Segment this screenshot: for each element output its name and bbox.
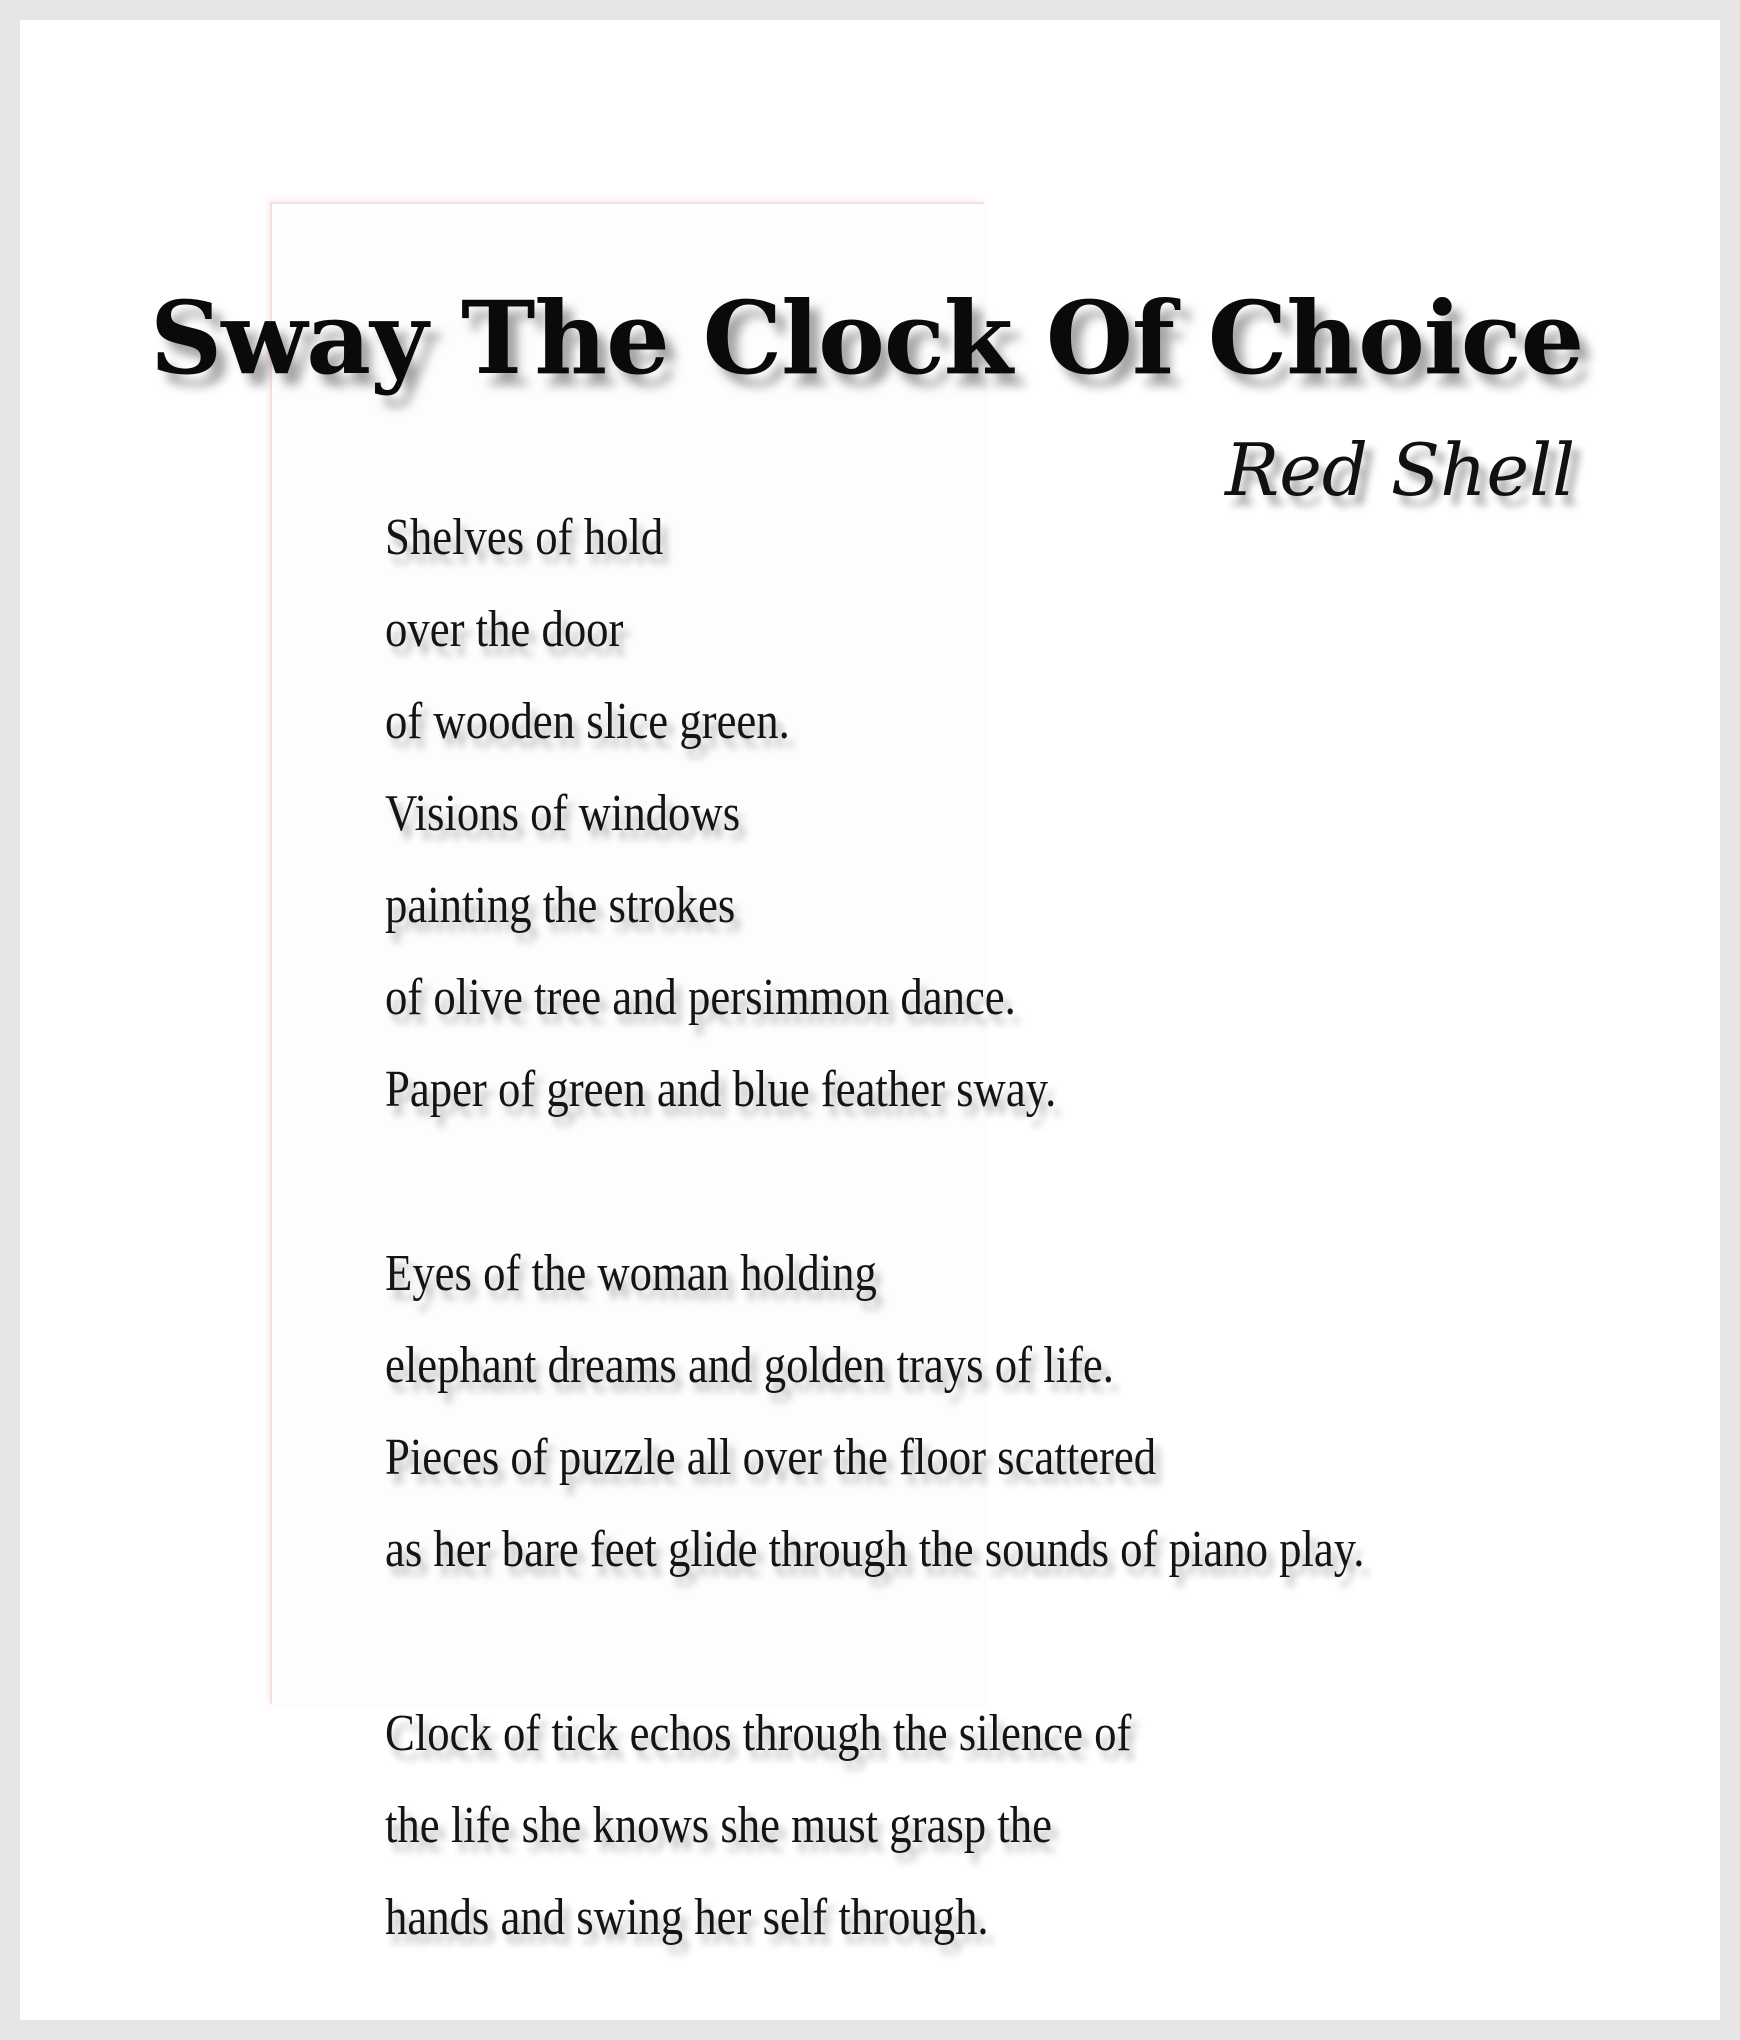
author-signature: Red Shell — [1225, 428, 1576, 512]
poem-line: Pieces of puzzle all over the floor scattered — [385, 1429, 1157, 1486]
poem-line: Clock of tick echos through the silence of — [385, 1705, 1132, 1762]
poem-line: hands and swing her self through. — [385, 1889, 989, 1946]
poem-line: of olive tree and persimmon dance. — [385, 969, 1016, 1026]
stanza-2 — [385, 1228, 1585, 1596]
poem-line: Paper of green and blue feather sway. — [385, 1061, 1057, 1118]
poem-line: Eyes of the woman holding — [385, 1245, 877, 1302]
poem-line: over the door — [385, 601, 624, 658]
poem-line: the life she knows she must grasp the — [385, 1797, 1052, 1854]
poem-line: painting the strokes — [385, 877, 736, 934]
stanza-gap — [385, 1596, 1585, 1688]
poem-line: Shelves of hold — [385, 509, 664, 566]
poem-line: of wooden slice green. — [385, 693, 790, 750]
poem-title: Sway The Clock Of Choice — [150, 279, 1584, 397]
poem-line: Visions of windows — [385, 785, 741, 842]
stanza-gap — [385, 1136, 1585, 1228]
poem-body — [385, 492, 1585, 1964]
poem-page — [20, 20, 1720, 2020]
poem-line: elephant dreams and golden trays of life. — [385, 1337, 1114, 1394]
stanza-1 — [385, 492, 1585, 1136]
stanza-3 — [385, 1688, 1585, 1964]
poem-line: as her bare feet glide through the sounds of piano play. — [385, 1521, 1365, 1578]
